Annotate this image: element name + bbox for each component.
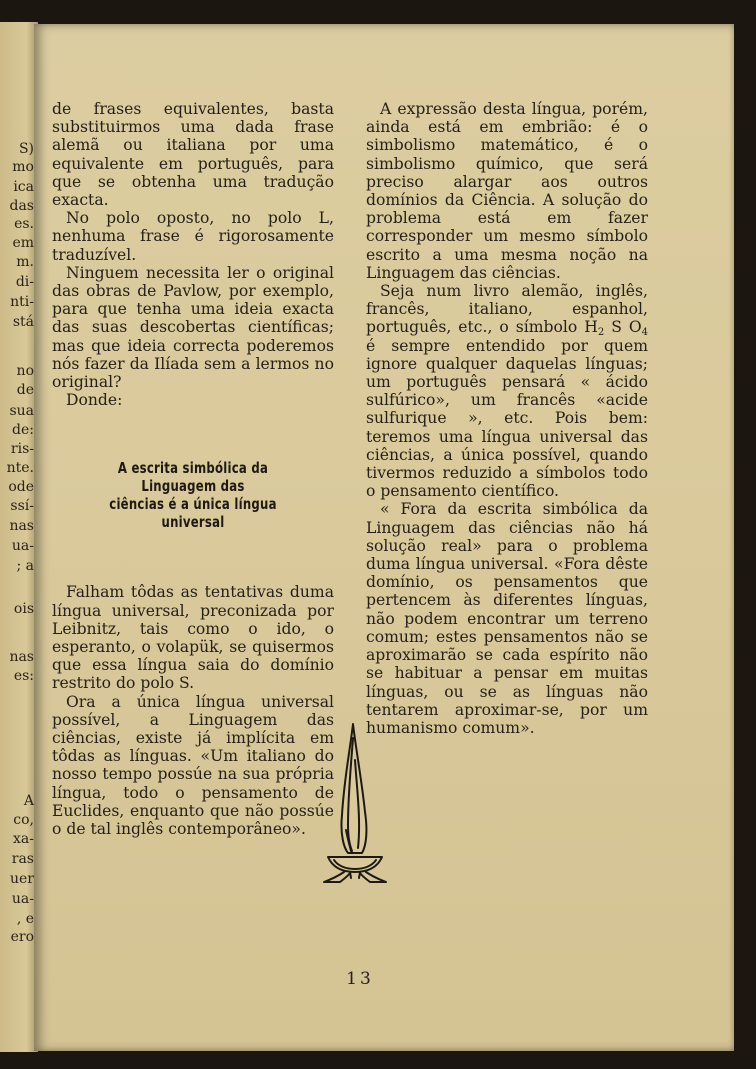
paragraph: No polo oposto, no polo L, nenhuma frase é rigorosamente traduzível. — [52, 209, 334, 264]
prev-page-fragment: nas — [9, 649, 34, 665]
prev-page-fragment: ode — [8, 479, 34, 495]
prev-page-fragment: , e — [16, 911, 34, 927]
prev-page-fragment: ero — [10, 929, 34, 945]
prev-page-fragment: ua- — [11, 538, 34, 554]
prev-page-fragment: ica — [13, 179, 34, 195]
prev-page-fragment: xa- — [13, 831, 34, 847]
prev-page-fragment: das — [9, 198, 34, 214]
prev-page-fragment: nte. — [6, 460, 34, 476]
prev-page-fragment: es: — [13, 668, 34, 684]
page-number: 13 — [346, 969, 374, 989]
prev-page-fragment: co, — [13, 812, 34, 828]
prev-page-fragment: S) — [18, 141, 34, 157]
prev-page-fragment: nti- — [10, 294, 34, 310]
prev-page-fragment: uer — [10, 871, 34, 887]
paragraph: de frases equivalentes, basta substituirmos uma dada frase alemã ou italiana por uma equivalente em português, para que se obtenha uma tradução exacta. — [52, 100, 334, 210]
prev-page-fragment: nas — [9, 518, 34, 534]
prev-page-fragment: ras — [11, 851, 34, 867]
prev-page-fragment: ssí- — [10, 498, 34, 514]
prev-page-fragment: no — [16, 363, 34, 379]
text-run: Seja num livro alemão, inglês, francês, italiano, espanhol, português, etc., o símbolo H — [366, 282, 648, 337]
prev-page-fragment: stá — [12, 314, 34, 330]
prev-page-fragment: de — [16, 382, 34, 398]
prev-page-fragment: ua- — [11, 891, 34, 907]
section-heading-line: A escrita simbólica da Linguagem das — [117, 459, 269, 496]
prev-page-fragment: di- — [15, 274, 34, 290]
prev-page-fragment: em — [12, 235, 34, 251]
prev-page-fragment: es. — [14, 216, 34, 232]
prev-page-fragment: ; a — [16, 558, 34, 574]
prev-page-fragment: A — [23, 793, 34, 809]
prev-page-fragment: sua — [9, 403, 34, 419]
paragraph-formula — [366, 282, 648, 500]
subscript: 2 — [597, 327, 605, 339]
subscript: 4 — [641, 327, 649, 339]
section-heading-line: ciências é a única língua universal — [109, 495, 277, 532]
book-page — [34, 24, 734, 1051]
paragraph: A expressão desta língua, porém, ainda está em embrião: é o simbolismo matemático, é o simbolismo químico, que será preciso alargar aos outros domínios da Ciência. A solução do problema está em fazer corresponder um mesmo símbolo escrito a uma mesma noção na Linguagem das ciências. — [366, 100, 648, 282]
paragraph: « Fora da escrita simbólica da Linguagem das ciências não há solução real» para o problema duma língua universal. «Fora dêste domínio, os pensamentos que pertencem às diferentes línguas, não podem encontrar um terreno comum; estes pensamentos não se aproximarão se cada espírito não se habituar a pensar em muitas línguas, ou se as línguas não tentarem aproximar-se, por um humanismo comum». — [366, 500, 648, 737]
prev-page-fragment: ois — [13, 601, 34, 617]
paragraph: Donde: — [66, 391, 123, 410]
right-column — [366, 100, 648, 737]
prev-page-fragment: ris- — [10, 441, 34, 457]
section-heading — [83, 459, 303, 531]
prev-page-fragment: mo — [12, 159, 34, 175]
left-column — [52, 100, 334, 838]
text-run: S O — [604, 318, 642, 337]
paragraph: Ora a única língua universal possível, a Linguagem das ciências, existe já implícita em tôdas as línguas. «Um italiano do nosso tempo possúe na sua própria língua, todo o pensamento de Euclides, enquanto que não possúe o de tal inglês contemporâneo». — [52, 692, 334, 839]
text-run: é sempre entendido por quem ignore qualquer daquelas línguas; um português pensará « ácido sulfúrico», um francês «acide sulfurique », etc. Pois bem: teremos uma língua universal das ciências, a única possível, quando tivermos reduzido a símbolos todo o pensamento científico. — [366, 336, 648, 501]
previous-page-margin — [0, 22, 38, 1052]
prev-page-fragment: m. — [16, 254, 34, 270]
prev-page-fragment: de: — [12, 422, 34, 438]
flame-lamp-icon — [320, 720, 390, 890]
paragraph: Falham tôdas as tentativas duma língua universal, preconizada por Leibnitz, tais como o ido, o esperanto, o volapük, se quisermos que essa língua saia do domínio restrito do polo S. — [52, 583, 334, 693]
paragraph: Ninguem necessita ler o original das obras de Pavlow, por exemplo, para que tenha uma ideia exacta das suas descobertas científicas; mas que ideia correcta poderemos nós fazer da Ilíada sem a lermos no original? — [52, 263, 334, 392]
